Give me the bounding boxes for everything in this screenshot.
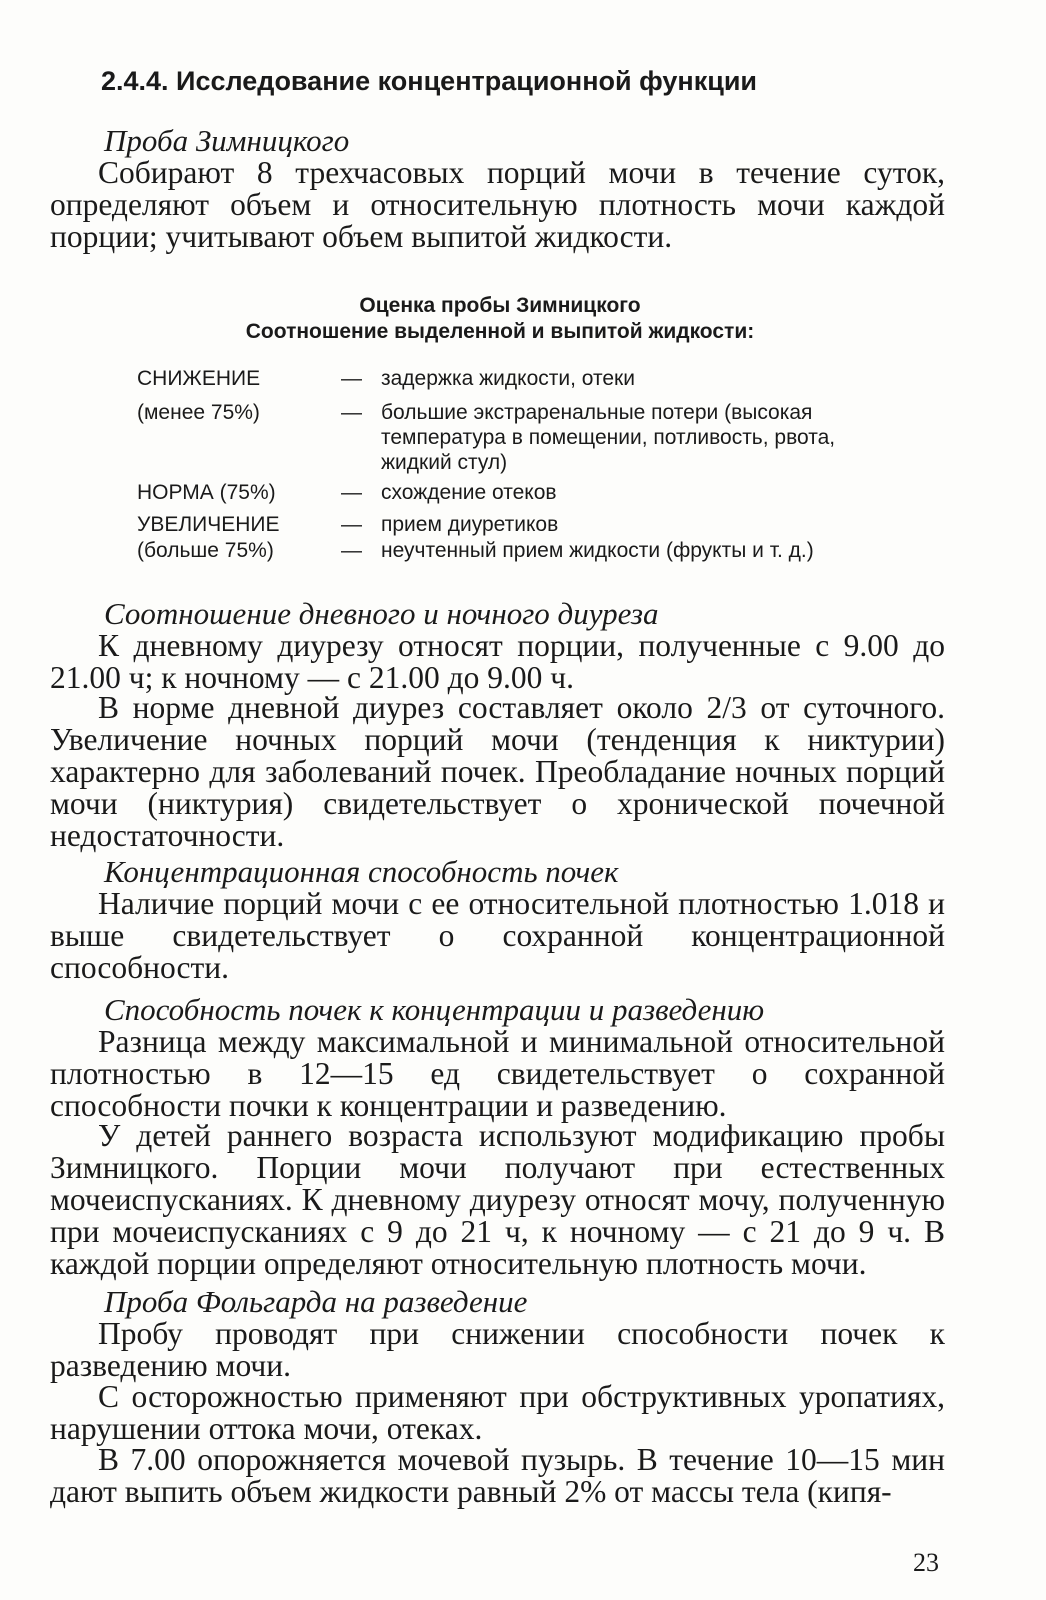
table-subtitle: Соотношение выделенной и выпитой жидкости:: [245, 320, 755, 343]
row-label: (менее 75%): [137, 401, 260, 424]
row-dash: —: [341, 539, 362, 562]
paragraph-dilution-1: Разница между максимальной и минимальной относительной плотностью в 12—15 ед свидетельствует о сохранной способности почки к концентрации и разведению.: [50, 1024, 945, 1123]
paragraph-diuresis-2: В норме дневной диурез составляет около 2/3 от суточного. Увеличение ночных порций мочи (тенденция к никтурии) характерно для заболеваний почек. Преобладание ночных порций мочи (никтурия) свидетельствует о хронической почечной недостаточности.: [50, 690, 945, 853]
row-text: задержка жидкости, отеки: [381, 367, 635, 390]
row-label: УВЕЛИЧЕНИЕ: [137, 513, 280, 536]
subheading-folgard: Проба Фольгарда на разведение: [104, 1284, 528, 1319]
paragraph-dilution-2: У детей раннего возраста используют модификацию пробы Зимницкого. Порции мочи получают при естественных мочеиспусканиях. К дневному диурезу относят мочу, полученную при мочеиспусканиях с 9 до 21 ч, к ночному — с 21 до 9 ч. В каждой порции определяют относительную плотность мочи.: [50, 1118, 945, 1281]
paragraph-folgard-2: С осторожностью применяют при обструктивных уропатиях, нарушении оттока мочи, отеках.: [50, 1379, 945, 1446]
row-dash: —: [341, 401, 362, 424]
row-label: (больше 75%): [137, 539, 274, 562]
paragraph-concentration: Наличие порций мочи с ее относительной плотностью 1.018 и выше свидетельствует о сохранной концентрационной способности.: [50, 886, 945, 985]
subheading-zimnitsky: Проба Зимницкого: [104, 123, 350, 158]
paragraph-folgard-3: В 7.00 опорожняется мочевой пузырь. В течение 10—15 мин дают выпить объем жидкости равный 2% от массы тела (кипя-: [50, 1442, 945, 1509]
row-dash: —: [341, 513, 362, 536]
table-title: Оценка пробы Зимницкого: [359, 294, 641, 317]
row-text: неучтенный прием жидкости (фрукты и т. д.): [381, 539, 814, 562]
row-text: схождение отеков: [381, 481, 557, 504]
paragraph-zimnitsky: Собирают 8 трехчасовых порций мочи в течение суток, определяют объем и относительную плотность мочи каждой порции; учитывают объем выпитой жидкости.: [50, 155, 945, 254]
row-dash: —: [341, 367, 362, 390]
row-label: НОРМА (75%): [137, 481, 276, 504]
subheading-diuresis: Соотношение дневного и ночного диуреза: [104, 596, 659, 631]
subheading-concentration: Концентрационная способность почек: [104, 854, 619, 889]
paragraph-diuresis-1: К дневному диурезу относят порции, полученные с 9.00 до 21.00 ч; к ночному — с 21.00 до 9.00 ч.: [50, 628, 945, 695]
row-text: прием диуретиков: [381, 513, 559, 536]
paragraph-folgard-1: Пробу проводят при снижении способности почек к разведению мочи.: [50, 1316, 945, 1383]
section-title: 2.4.4. Исследование концентрационной функции: [101, 66, 758, 96]
row-dash: —: [341, 481, 362, 504]
subheading-dilution: Способность почек к концентрации и разведению: [104, 992, 765, 1027]
row-text: большие экстраренальные потери (высокая температура в помещении, потливость, рвота, жидкий стул): [381, 401, 836, 474]
page-number: 23: [913, 1548, 939, 1577]
row-label: СНИЖЕНИЕ: [137, 367, 261, 390]
